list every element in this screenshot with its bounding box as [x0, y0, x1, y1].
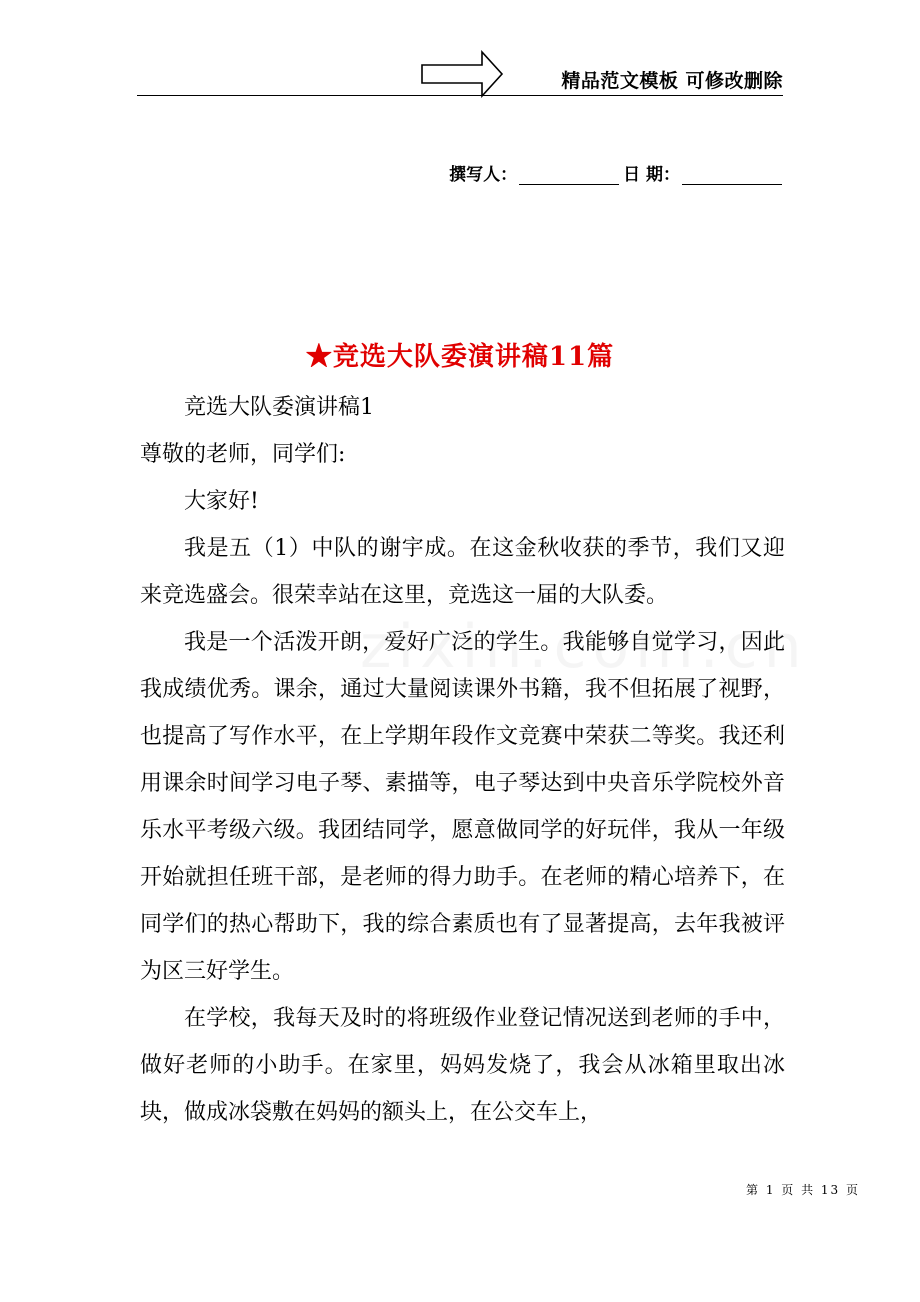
header-divider — [137, 95, 783, 96]
author-date-line — [449, 160, 782, 185]
arrow-right-icon — [420, 50, 504, 98]
document-body — [140, 384, 785, 1136]
date-label: 日 期： — [623, 165, 680, 185]
date-field[interactable] — [682, 164, 782, 185]
greeting: 大家好! — [184, 489, 259, 514]
page-footer: 第 1 页 共 13 页 — [746, 1183, 860, 1197]
salutation: 尊敬的老师，同学们: — [140, 442, 346, 467]
author-field[interactable] — [519, 164, 619, 185]
paragraph: 我是五（1）中队的谢宇成。在这金秋收获的季节，我们又迎来竞选盛会。很荣幸站在这里，竞选这一届的大队委。 — [140, 536, 785, 608]
paragraph: 我是一个活泼开朗，爱好广泛的学生。我能够自觉学习，因此我成绩优秀。课余，通过大量阅读课外书籍，我不但拓展了视野，也提高了写作水平，在上学期年段作文竞赛中荣获二等奖。我还利用课余时间学习电子琴、素描等，电子琴达到中央音乐学院校外音乐水平考级六级。我团结同学，愿意做同学的好玩伴，我从一年级开始就担任班干部，是老师的得力助手。在老师的精心培养下，在同学们的热心帮助下，我的综合素质也有了显著提高，去年我被评为区三好学生。 — [140, 630, 785, 984]
header-label: 精品范文模板 可修改删除 — [561, 70, 783, 92]
paragraph: 在学校，我每天及时的将班级作业登记情况送到老师的手中，做好老师的小助手。在家里，妈妈发烧了，我会从冰箱里取出冰块，做成冰袋敷在妈妈的额头上，在公交车上， — [140, 1006, 785, 1125]
section-subtitle: 竞选大队委演讲稿1 — [184, 395, 374, 420]
document-title: ★竞选大队委演讲稿11篇 — [305, 342, 615, 372]
page-header — [137, 50, 783, 98]
author-label: 撰写人： — [449, 165, 518, 185]
